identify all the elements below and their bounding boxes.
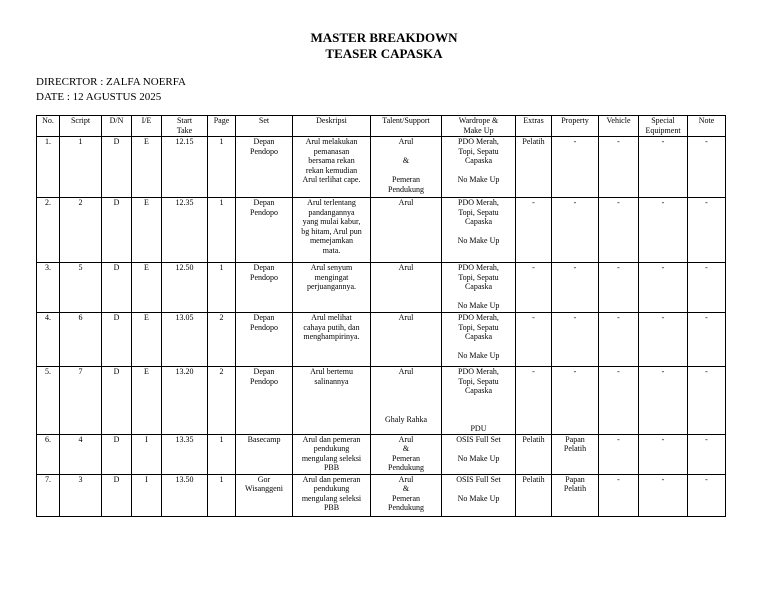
col-note-cell xyxy=(688,367,726,435)
cell-value: 2 xyxy=(78,198,83,207)
cell-value: Pelatih xyxy=(522,474,545,484)
cell-value: 5 xyxy=(78,263,83,272)
cell-value: - xyxy=(705,474,708,484)
cell-value: - xyxy=(532,263,535,272)
cell-value: 1 xyxy=(78,137,83,146)
col-page-cell xyxy=(208,263,236,313)
col-note-cell xyxy=(688,137,726,198)
cell-value: - xyxy=(661,263,665,272)
cell-value: Arul dan pemeran pendukung mengulang seleksi PBB xyxy=(301,434,362,472)
col-vehicle-cell xyxy=(599,434,639,474)
col-property-cell xyxy=(552,313,599,367)
cell-value: - xyxy=(705,198,708,207)
cell-value: 13.35 xyxy=(175,434,194,444)
cell-value: - xyxy=(705,137,708,146)
cell-value: D xyxy=(113,198,120,207)
col-extras-cell xyxy=(516,367,552,435)
cell-value: PDO Merah, Topi, Sepatu Capaska No Make Up xyxy=(457,313,500,360)
col-set-cell xyxy=(236,313,293,367)
col-special-equipment-cell xyxy=(639,198,688,263)
cell-value: 12.50 xyxy=(175,263,194,272)
col-ie-cell xyxy=(132,313,162,367)
col-dn-cell xyxy=(102,313,132,367)
cell-value: - xyxy=(617,137,620,146)
cell-value: Depan Pendopo xyxy=(250,313,278,332)
cell-value: 13.20 xyxy=(175,367,194,376)
col-note-header xyxy=(688,116,726,137)
col-set-cell xyxy=(236,263,293,313)
col-property-header xyxy=(552,116,599,137)
header-label: Property xyxy=(561,116,589,125)
col-deskripsi-cell xyxy=(293,137,371,198)
document-title: MASTER BREAKDOWN xyxy=(310,30,458,45)
col-page-cell xyxy=(208,434,236,474)
cell-value: 2 xyxy=(219,313,224,322)
cell-value: Arul xyxy=(398,263,414,272)
cell-value: - xyxy=(705,313,708,322)
table-row xyxy=(37,474,726,516)
cell-value: Arul melihat cahaya putih, dan menghampirinya. xyxy=(303,313,360,341)
col-page-cell xyxy=(208,367,236,435)
cell-value: E xyxy=(144,263,149,272)
col-no-cell xyxy=(37,474,60,516)
cell-value: Arul bertemu salinannya xyxy=(310,367,353,386)
cell-value: Depan Pendopo xyxy=(250,367,278,386)
col-wardrope-makeup-cell xyxy=(442,198,516,263)
col-set-cell xyxy=(236,367,293,435)
cell-value: Basecamp xyxy=(247,434,281,444)
col-property-cell xyxy=(552,367,599,435)
col-note-cell xyxy=(688,198,726,263)
col-special-equipment-cell xyxy=(639,137,688,198)
col-extras-cell xyxy=(516,198,552,263)
cell-value: - xyxy=(661,198,665,207)
cell-value: 1 xyxy=(219,474,224,484)
cell-value: PDO Merah, Topi, Sepatu Capaska No Make Up xyxy=(457,137,500,184)
col-ie-cell xyxy=(132,367,162,435)
col-extras-cell xyxy=(516,263,552,313)
cell-value: - xyxy=(573,137,577,146)
col-property-cell xyxy=(552,434,599,474)
cell-value: 3. xyxy=(45,263,51,272)
cell-value: 1 xyxy=(219,434,224,444)
col-special-equipment-cell xyxy=(639,263,688,313)
table-row xyxy=(37,263,726,313)
cell-value: 1 xyxy=(219,198,224,207)
cell-value: 4 xyxy=(78,434,83,444)
cell-value: - xyxy=(705,263,708,272)
header-label: D/N xyxy=(109,116,124,125)
cell-value: - xyxy=(617,474,620,484)
header-label: No. xyxy=(42,116,54,125)
cell-value: - xyxy=(661,137,665,146)
cell-value: Pelatih xyxy=(522,137,545,146)
col-no-cell xyxy=(37,137,60,198)
col-wardrope-makeup-cell xyxy=(442,263,516,313)
cell-value: - xyxy=(573,313,577,322)
header-label: Set xyxy=(258,116,270,125)
col-vehicle-cell xyxy=(599,313,639,367)
cell-value: - xyxy=(617,434,620,444)
table-row xyxy=(37,367,726,435)
col-script-header xyxy=(60,116,102,137)
cell-value: 1 xyxy=(219,137,224,146)
cell-value: E xyxy=(144,137,149,146)
cell-value: - xyxy=(573,367,577,376)
col-vehicle-cell xyxy=(599,263,639,313)
cell-value: I xyxy=(145,474,148,484)
col-deskripsi-cell xyxy=(293,198,371,263)
col-set-cell xyxy=(236,434,293,474)
cell-value: Depan Pendopo xyxy=(250,263,278,282)
header-label: Note xyxy=(698,116,715,125)
col-no-cell xyxy=(37,313,60,367)
cell-value: 13.50 xyxy=(175,474,194,484)
col-deskripsi-cell xyxy=(293,313,371,367)
table-header-row xyxy=(37,116,726,137)
cell-value: - xyxy=(661,474,665,484)
cell-value: Arul & Pemeran Pendukung xyxy=(388,434,424,472)
col-talent-support-cell xyxy=(371,137,442,198)
table-row xyxy=(37,313,726,367)
header-label: Page xyxy=(213,116,230,125)
cell-value: Pelatih xyxy=(522,434,545,444)
col-script-cell xyxy=(60,434,102,474)
cell-value: D xyxy=(113,367,120,376)
cell-value: PDO Merah, Topi, Sepatu Capaska PDU xyxy=(458,367,499,433)
col-dn-cell xyxy=(102,263,132,313)
cell-value: OSIS Full Set No Make Up xyxy=(456,434,501,463)
col-set-cell xyxy=(236,137,293,198)
col-vehicle-cell xyxy=(599,367,639,435)
cell-value: OSIS Full Set No Make Up xyxy=(456,474,501,503)
col-special-equipment-cell xyxy=(639,367,688,435)
header-label: Special Equipment xyxy=(645,116,681,135)
cell-value: - xyxy=(532,367,535,376)
cell-value: Arul & Pemeran Pendukung xyxy=(388,137,424,194)
table-row xyxy=(37,198,726,263)
date-line: DATE : 12 AGUSTUS 2025 xyxy=(36,91,162,103)
cell-value: Arul & Pemeran Pendukung xyxy=(388,474,424,512)
cell-value: Arul terlentang pandangannya yang mulai kabur, bg hitam, Arul pun memejamkan mata. xyxy=(301,198,362,255)
col-note-cell xyxy=(688,263,726,313)
col-deskripsi-cell xyxy=(293,367,371,435)
col-property-cell xyxy=(552,263,599,313)
cell-value: Arul Ghaly Rahka xyxy=(385,367,427,424)
col-talent-support-cell xyxy=(371,474,442,516)
col-wardrope-makeup-cell xyxy=(442,434,516,474)
col-set-header xyxy=(236,116,293,137)
col-talent-support-header xyxy=(371,116,442,137)
cell-value: 13.05 xyxy=(175,313,194,322)
col-wardrope-makeup-cell xyxy=(442,367,516,435)
cell-value: Depan Pendopo xyxy=(250,137,278,156)
cell-value: 2. xyxy=(45,198,51,207)
col-wardrope-makeup-cell xyxy=(442,474,516,516)
col-ie-cell xyxy=(132,263,162,313)
header-label: Script xyxy=(70,116,91,125)
cell-value: 2 xyxy=(219,367,224,376)
col-note-cell xyxy=(688,313,726,367)
col-dn-cell xyxy=(102,198,132,263)
col-vehicle-header xyxy=(599,116,639,137)
header-label: Extras xyxy=(523,116,544,125)
cell-value: 6. xyxy=(45,434,51,444)
cell-value: - xyxy=(532,198,535,207)
col-script-cell xyxy=(60,137,102,198)
col-extras-header xyxy=(516,116,552,137)
col-vehicle-cell xyxy=(599,474,639,516)
col-extras-cell xyxy=(516,434,552,474)
director-line: DIRECRTOR : ZALFA NOERFA xyxy=(36,76,186,88)
cell-value: - xyxy=(617,263,620,272)
cell-value: D xyxy=(113,263,120,272)
col-set-cell xyxy=(236,474,293,516)
col-deskripsi-cell xyxy=(293,474,371,516)
col-talent-support-cell xyxy=(371,313,442,367)
header-label: Start Take xyxy=(176,116,193,135)
col-script-cell xyxy=(60,263,102,313)
cell-value: D xyxy=(113,137,120,146)
cell-value: - xyxy=(617,198,620,207)
cell-value: Depan Pendopo xyxy=(250,198,278,217)
col-ie-cell xyxy=(132,137,162,198)
col-script-cell xyxy=(60,198,102,263)
cell-value: I xyxy=(145,434,148,444)
col-ie-cell xyxy=(132,434,162,474)
col-note-cell xyxy=(688,474,726,516)
col-property-cell xyxy=(552,198,599,263)
col-deskripsi-cell xyxy=(293,434,371,474)
col-dn-cell xyxy=(102,367,132,435)
cell-value: Arul xyxy=(398,313,414,322)
cell-value: 6 xyxy=(78,313,83,322)
cell-value: 12.35 xyxy=(175,198,194,207)
col-start-take-header xyxy=(162,116,208,137)
cell-value: PDO Merah, Topi, Sepatu Capaska No Make Up xyxy=(457,198,500,245)
col-deskripsi-header xyxy=(293,116,371,137)
col-note-cell xyxy=(688,434,726,474)
cell-value: E xyxy=(144,313,149,322)
cell-value: - xyxy=(573,263,577,272)
cell-value: - xyxy=(661,313,665,322)
cell-value: Papan Pelatih xyxy=(563,474,587,493)
col-talent-support-cell xyxy=(371,434,442,474)
cell-value: D xyxy=(113,313,120,322)
table-row xyxy=(37,137,726,198)
cell-value: - xyxy=(617,367,620,376)
col-wardrope-makeup-cell xyxy=(442,137,516,198)
cell-value: 7 xyxy=(78,367,83,376)
col-script-cell xyxy=(60,367,102,435)
header-label: Vehicle xyxy=(606,116,631,125)
cell-value: 5. xyxy=(45,367,51,376)
col-special-equipment-cell xyxy=(639,434,688,474)
table-body xyxy=(37,137,726,517)
col-page-cell xyxy=(208,198,236,263)
header-label: I/E xyxy=(141,116,152,125)
col-ie-cell xyxy=(132,474,162,516)
col-page-cell xyxy=(208,474,236,516)
header-label: Deskripsi xyxy=(316,116,347,125)
cell-value: 1. xyxy=(45,137,51,146)
col-ie-header xyxy=(132,116,162,137)
cell-value: E xyxy=(144,198,149,207)
col-start-take-cell xyxy=(162,198,208,263)
col-page-cell xyxy=(208,313,236,367)
cell-value: D xyxy=(113,434,120,444)
table-row xyxy=(37,434,726,474)
col-page-cell xyxy=(208,137,236,198)
cell-value: 12.15 xyxy=(175,137,194,146)
cell-value: E xyxy=(144,367,149,376)
cell-value: Arul dan pemeran pendukung mengulang seleksi PBB xyxy=(301,474,362,512)
col-start-take-cell xyxy=(162,137,208,198)
col-start-take-cell xyxy=(162,474,208,516)
col-start-take-cell xyxy=(162,263,208,313)
col-dn-cell xyxy=(102,474,132,516)
col-wardrope-makeup-header xyxy=(442,116,516,137)
col-talent-support-cell xyxy=(371,198,442,263)
col-dn-cell xyxy=(102,434,132,474)
col-property-cell xyxy=(552,474,599,516)
col-talent-support-cell xyxy=(371,263,442,313)
col-special-equipment-cell xyxy=(639,313,688,367)
header-label: Wardrope & Make Up xyxy=(458,116,499,135)
col-ie-cell xyxy=(132,198,162,263)
cell-value: Arul senyum mengingat perjuangannya. xyxy=(306,263,357,291)
cell-value: - xyxy=(617,313,620,322)
col-script-cell xyxy=(60,474,102,516)
cell-value: Gor Wisanggeni xyxy=(245,474,283,493)
col-deskripsi-cell xyxy=(293,263,371,313)
col-start-take-cell xyxy=(162,367,208,435)
col-property-cell xyxy=(552,137,599,198)
col-dn-header xyxy=(102,116,132,137)
col-start-take-cell xyxy=(162,313,208,367)
col-no-cell xyxy=(37,263,60,313)
col-special-equipment-header xyxy=(639,116,688,137)
col-special-equipment-cell xyxy=(639,474,688,516)
cell-value: - xyxy=(661,367,665,376)
document-subtitle: TEASER CAPASKA xyxy=(325,46,443,61)
col-vehicle-cell xyxy=(599,137,639,198)
col-extras-cell xyxy=(516,137,552,198)
cell-value: PDO Merah, Topi, Sepatu Capaska No Make Up xyxy=(457,263,500,310)
breakdown-table xyxy=(36,115,726,517)
col-page-header xyxy=(208,116,236,137)
col-wardrope-makeup-cell xyxy=(442,313,516,367)
cell-value: 3 xyxy=(78,474,83,484)
col-script-cell xyxy=(60,313,102,367)
col-no-cell xyxy=(37,367,60,435)
header-label: Talent/Support xyxy=(382,116,430,125)
cell-value: Papan Pelatih xyxy=(563,434,587,453)
cell-value: - xyxy=(661,434,665,444)
col-extras-cell xyxy=(516,474,552,516)
cell-value: D xyxy=(113,474,120,484)
col-vehicle-cell xyxy=(599,198,639,263)
cell-value: 7. xyxy=(45,474,51,484)
cell-value: 1 xyxy=(219,263,224,272)
col-talent-support-cell xyxy=(371,367,442,435)
col-set-cell xyxy=(236,198,293,263)
cell-value: 4. xyxy=(45,313,51,322)
cell-value: - xyxy=(573,198,577,207)
cell-value: Arul xyxy=(398,198,414,207)
col-no-cell xyxy=(37,434,60,474)
cell-value: - xyxy=(705,434,708,444)
cell-value: - xyxy=(705,367,708,376)
col-extras-cell xyxy=(516,313,552,367)
col-no-header xyxy=(37,116,60,137)
cell-value: - xyxy=(532,313,535,322)
cell-value: Arul melakukan pemanasan bersama rekan rekan kemudian Arul terlihat cape. xyxy=(302,137,361,184)
col-start-take-cell xyxy=(162,434,208,474)
col-dn-cell xyxy=(102,137,132,198)
col-no-cell xyxy=(37,198,60,263)
